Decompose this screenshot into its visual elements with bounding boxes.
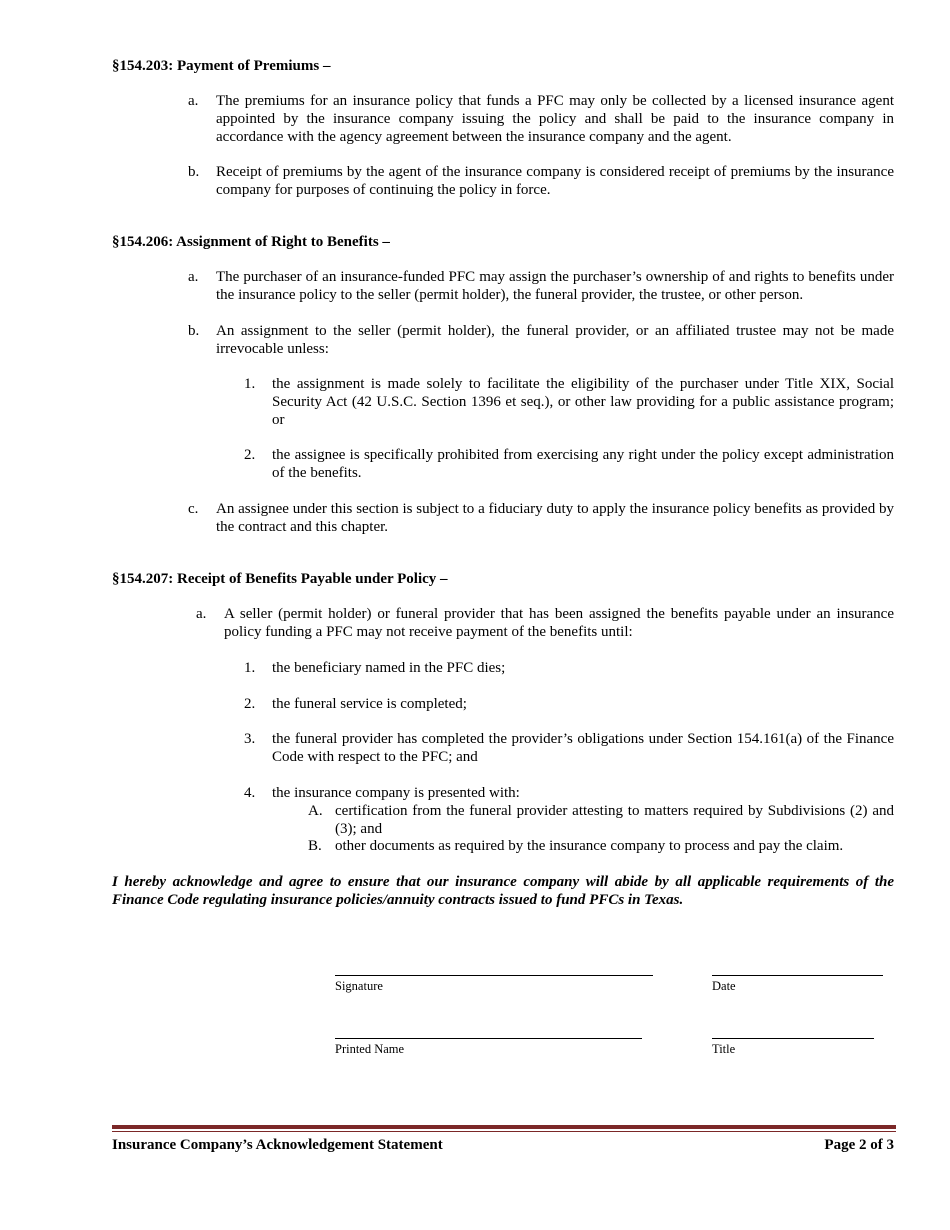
list-marker: b. <box>188 323 200 339</box>
list-item <box>188 268 894 304</box>
list-marker: 3. <box>244 731 256 747</box>
list-marker: 2. <box>244 696 256 712</box>
sub-list-item <box>244 695 894 713</box>
sub-list-item <box>244 446 894 482</box>
footer-rule-thin <box>112 1131 896 1132</box>
list-item-text: the funeral provider has completed the provider’s obligations under Section 154.161(a) of the Finance Code with respect to the PFC; and <box>272 731 894 765</box>
list-item-text: An assignment to the seller (permit holder), the funeral provider, or an affiliated trustee may not be made irrevocable unless: <box>216 323 894 357</box>
list-item-text: other documents as required by the insurance company to process and pay the claim. <box>335 838 844 854</box>
list-item <box>188 92 894 146</box>
list-item <box>188 500 894 536</box>
list-item-text: certification from the funeral provider attesting to matters required by Subdivisions (2) and (3); and <box>335 803 894 837</box>
section-heading-154-207: §154.207: Receipt of Benefits Payable under Policy – <box>112 571 448 587</box>
list-marker: b. <box>188 164 200 180</box>
list-item-text: Receipt of premiums by the agent of the insurance company is considered receipt of premiums by the insurance company for purposes of continuing the policy in force. <box>216 164 894 198</box>
footer-document-title: Insurance Company’s Acknowledgement Statement <box>112 1137 443 1153</box>
document-page <box>112 0 894 1230</box>
list-marker: a. <box>188 93 199 109</box>
sub-sub-list-item <box>308 837 894 855</box>
list-item-text: the assignee is specifically prohibited from exercising any right under the policy except administration of the benefits. <box>272 447 894 481</box>
list-marker: a. <box>196 606 207 622</box>
title-line[interactable] <box>712 1038 874 1039</box>
sub-sub-list-item <box>308 802 894 838</box>
section-heading-154-203: §154.203: Payment of Premiums – <box>112 58 331 74</box>
list-item <box>196 605 894 641</box>
list-item-text: An assignee under this section is subject to a fiduciary duty to apply the insurance policy benefits as provided by the contract and this chapter. <box>216 501 894 535</box>
list-marker: 2. <box>244 447 256 463</box>
sub-list-item <box>244 659 894 677</box>
list-marker: 4. <box>244 785 256 801</box>
printed-name-line[interactable] <box>335 1038 642 1039</box>
date-line[interactable] <box>712 975 883 976</box>
date-label: Date <box>712 979 736 993</box>
list-item <box>188 163 894 199</box>
list-marker: B. <box>308 838 322 854</box>
title-label: Title <box>712 1042 736 1056</box>
list-item-text: A seller (permit holder) or funeral provider that has been assigned the benefits payable under an insurance policy funding a PFC may not receive payment of the benefits until: <box>224 606 894 640</box>
printed-name-label: Printed Name <box>335 1042 405 1056</box>
list-item-text: The purchaser of an insurance-funded PFC may assign the purchaser’s ownership of and rights to benefits under the insurance policy to the seller (permit holder), the funeral provider, the trustee, or other person. <box>216 269 894 303</box>
list-item <box>188 322 894 358</box>
list-item-text: The premiums for an insurance policy that funds a PFC may only be collected by a licensed insurance agent appointed by the insurance company issuing the policy and shall be paid to the insurance company in accordance with the agency agreement between the insurance company and the agent. <box>216 93 894 145</box>
list-marker: 1. <box>244 660 256 676</box>
list-item-text: the insurance company is presented with: <box>272 785 520 801</box>
sub-list-item <box>244 784 894 802</box>
signature-line[interactable] <box>335 975 653 976</box>
sub-list-item <box>244 375 894 429</box>
sub-list-item <box>244 730 894 766</box>
signature-label: Signature <box>335 979 383 993</box>
list-marker: c. <box>188 501 199 517</box>
footer-page-number: Page 2 of 3 <box>824 1137 894 1153</box>
section-heading-154-206: §154.206: Assignment of Right to Benefits – <box>112 234 390 250</box>
footer-rule <box>112 1125 896 1129</box>
list-marker: 1. <box>244 376 256 392</box>
list-marker: a. <box>188 269 199 285</box>
list-item-text: the assignment is made solely to facilitate the eligibility of the purchaser under Title XIX, Social Security Act (42 U.S.C. Section 1396 et seq.), or other law providing for a public assistance program; or <box>272 376 894 428</box>
list-marker: A. <box>308 803 323 819</box>
acknowledgement-statement: I hereby acknowledge and agree to ensure that our insurance company will abide by all applicable requirements of the Finance Code regulating insurance policies/annuity contracts issued to fund PFCs in Texas. <box>112 874 894 908</box>
list-item-text: the funeral service is completed; <box>272 696 467 712</box>
list-item-text: the beneficiary named in the PFC dies; <box>272 660 506 676</box>
